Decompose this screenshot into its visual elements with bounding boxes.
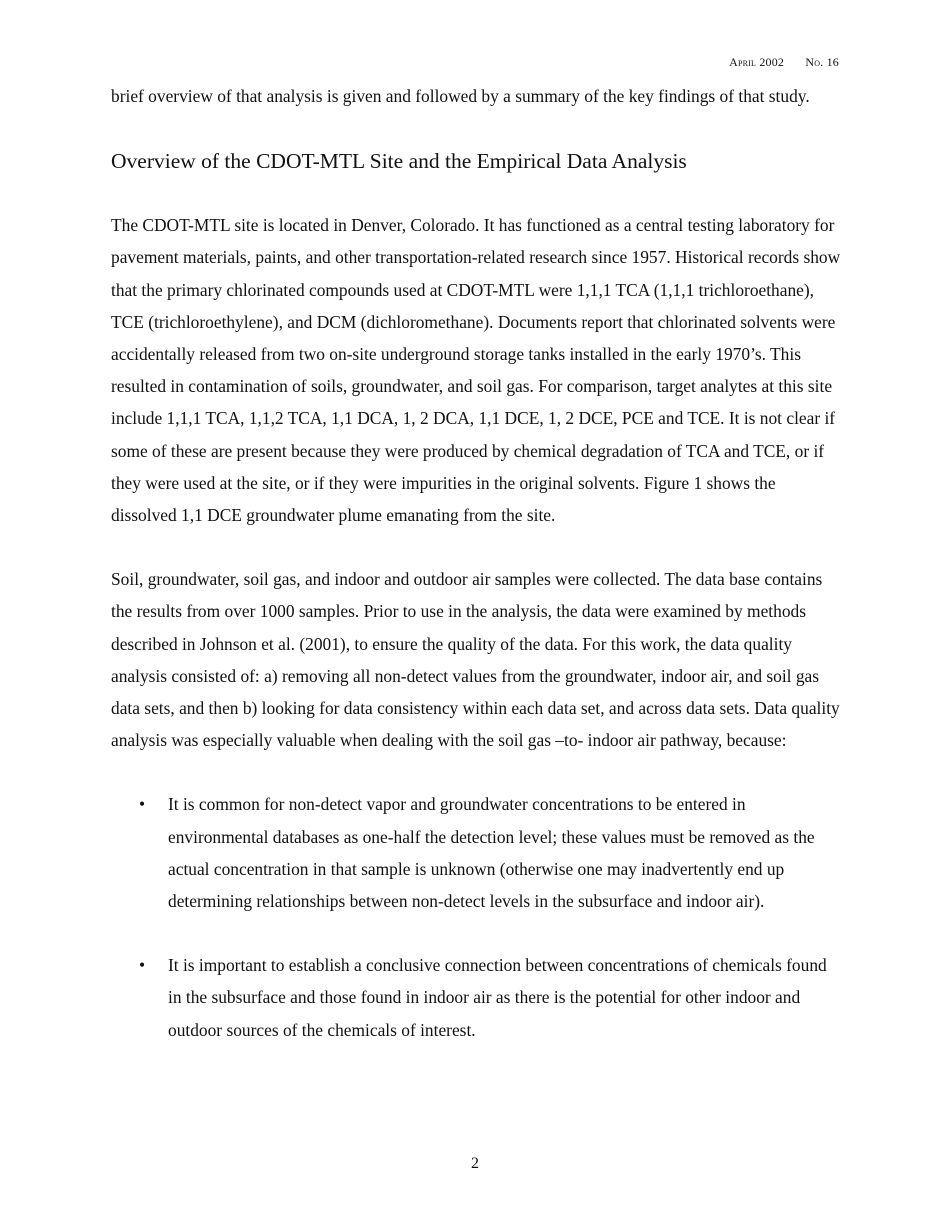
- continuation-paragraph: brief overview of that analysis is given and followed by a summary of the key findings of that study.: [111, 86, 810, 106]
- bullet-item: [111, 788, 841, 917]
- section-heading: Overview of the CDOT-MTL Site and the Empirical Data Analysis: [111, 149, 687, 174]
- bullet-icon: •: [139, 955, 146, 976]
- running-header: [729, 55, 839, 70]
- paragraph-site-description: The CDOT-MTL site is located in Denver, Colorado. It has functioned as a central testing laboratory for pavement materials, paints, and other transportation-related research since 1957. Historical records show that the primary chlorinated compounds used at CDOT-MTL were 1,1,1 TCA (1,1,1 trichloroethane), TCE (trichloroethylene), and DCM (dichloromethane). Documents report that chlorinated solvents were accidentally released from two on-site underground storage tanks installed in the early 1970’s. This resulted in contamination of soils, groundwater, and soil gas. For comparison, target analytes at this site include 1,1,1 TCA, 1,1,2 TCA, 1,1 DCA, 1, 2 DCA, 1,1 DCE, 1, 2 DCE, PCE and TCE. It is not clear if some of these are present because they were produced by chemical degradation of TCA and TCE, or if they were used at the site, or if they were impurities in the original solvents. Figure 1 shows the dissolved 1,1 DCE groundwater plume emanating from the site.: [111, 215, 841, 526]
- bullet-item: [111, 949, 841, 1046]
- page-number: 2: [471, 1155, 479, 1172]
- paragraph-data-quality: Soil, groundwater, soil gas, and indoor and outdoor air samples were collected. The data base contains the results from over 1000 samples. Prior to use in the analysis, the data were examined by methods described in Johnson et al. (2001), to ensure the quality of the data. For this work, the data quality analysis consisted of: a) removing all non-detect values from the groundwater, indoor air, and soil gas data sets, and then b) looking for data consistency within each data set, and across data sets. Data quality analysis was especially valuable when dealing with the soil gas –to- indoor air pathway, because:: [111, 569, 840, 751]
- header-date: April 2002: [729, 55, 785, 69]
- bullet-list: [111, 788, 841, 1045]
- bullet-text: It is common for non-detect vapor and groundwater concentrations to be entered in environmental databases as one-half the detection level; these values must be removed as the actual concentration in that sample is unknown (otherwise one may inadvertently end up determining relationships between non-detect levels in the subsurface and indoor air).: [168, 794, 815, 912]
- bullet-text: It is important to establish a conclusive connection between concentrations of chemicals found in the subsurface and those found in indoor air as there is the potential for other indoor and outdoor sources of the chemicals of interest.: [168, 955, 827, 1040]
- page-body: [111, 80, 841, 1078]
- header-issue: No. 16: [805, 55, 839, 69]
- bullet-icon: •: [139, 794, 146, 815]
